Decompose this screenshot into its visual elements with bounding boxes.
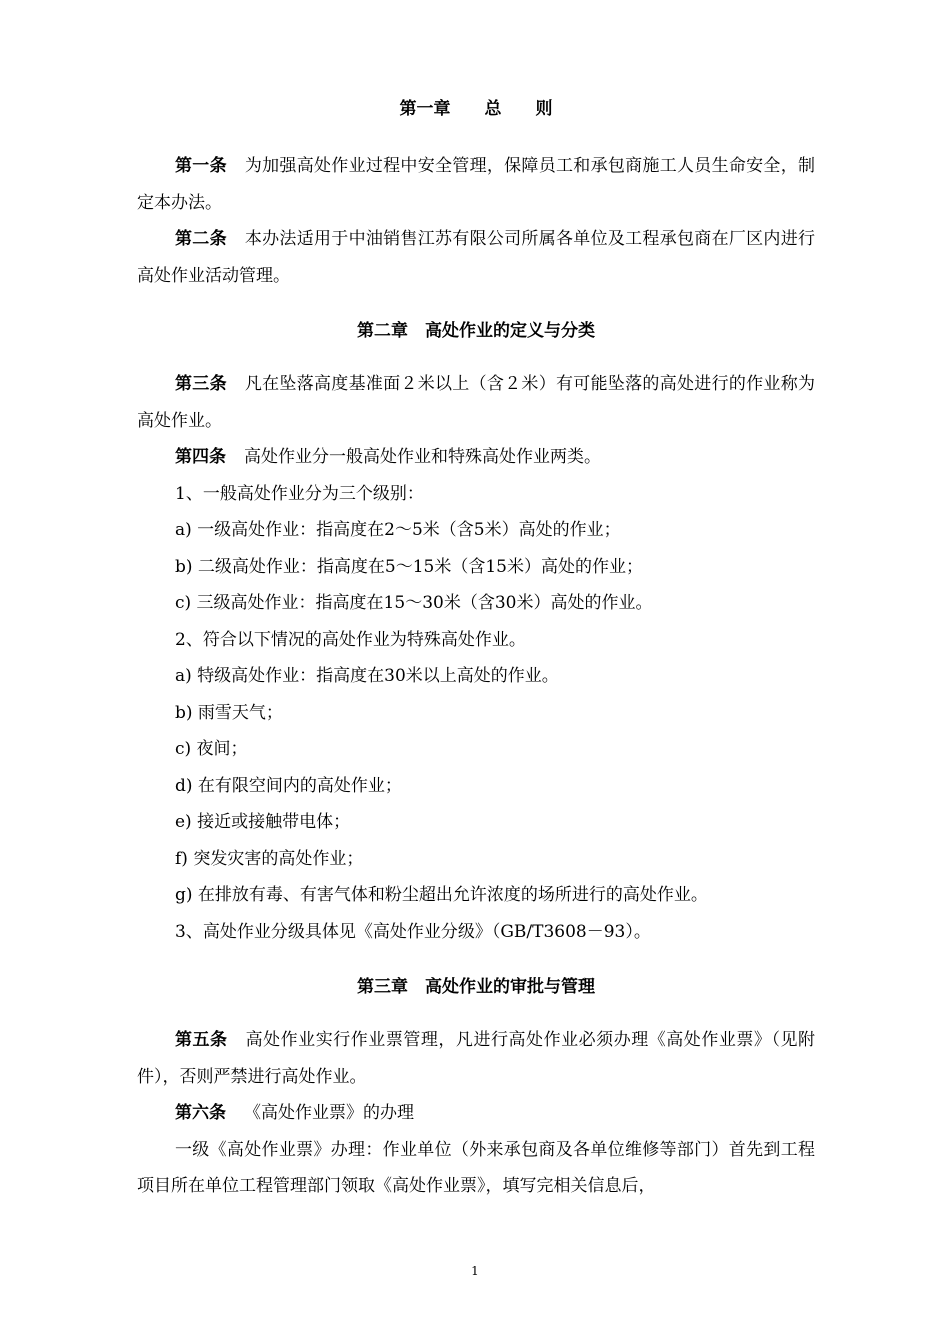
article-5-text: 高处作业实行作业票管理，凡进行高处作业必须办理《高处作业票》（见附件），否则严禁进行高处作业。 — [137, 1030, 816, 1087]
list-2-heading: 2、符合以下情况的高处作业为特殊高处作业。 — [175, 629, 526, 650]
list-item: d) 在有限空间内的高处作业； — [175, 775, 402, 796]
list-item: a) 特级高处作业：指高度在30米以上高处的作业。 — [175, 666, 559, 686]
article-6-text: 《高处作业票》的办理 — [244, 1103, 414, 1123]
article-4-label: 第四条 — [175, 447, 226, 467]
final-paragraph: 一级《高处作业票》办理：作业单位（外来承包商及各单位维修等部门）首先到工程项目所在单位工程管理部门领取《高处作业票》，填写完相关信息后， — [137, 1139, 815, 1196]
article-3 — [137, 366, 815, 439]
document-body — [137, 86, 815, 1205]
article-2-label: 第二条 — [175, 229, 227, 249]
page-number: 1 — [471, 1264, 479, 1278]
article-3-text: 凡在坠落高度基准面２米以上（含２米）有可能坠落的高处进行的作业称为高处作业。 — [137, 374, 816, 431]
list-item: b) 雨雪天气； — [175, 702, 283, 723]
article-4-text: 高处作业分一般高处作业和特殊高处作业两类。 — [244, 447, 601, 467]
list-item: e) 接近或接触带电体； — [175, 812, 351, 832]
list-item: g) 在排放有毒、有害气体和粉尘超出允许浓度的场所进行的高处作业。 — [175, 885, 708, 905]
list-item: b) 二级高处作业：指高度在5～15米（含15米）高处的作业； — [175, 556, 643, 577]
list-1-heading: 1、一般高处作业分为三个级别： — [175, 483, 424, 504]
article-3-label: 第三条 — [175, 374, 227, 394]
list-item: f) 突发灾害的高处作业； — [175, 848, 364, 869]
article-6 — [137, 1095, 815, 1132]
list-item: c) 三级高处作业：指高度在15～30米（含30米）高处的作业。 — [175, 593, 653, 613]
article-5-label: 第五条 — [175, 1030, 228, 1050]
article-2 — [137, 221, 815, 294]
list-item: c) 夜间； — [175, 739, 248, 759]
list-3-heading: 3、高处作业分级具体见《高处作业分级》（GB/T3608－93）。 — [175, 921, 651, 942]
chapter-3-title: 第三章 高处作业的审批与管理 — [357, 977, 595, 997]
chapter-2-title: 第二章 高处作业的定义与分类 — [357, 321, 595, 341]
article-1-label: 第一条 — [175, 156, 227, 176]
article-4 — [137, 439, 815, 476]
article-1-text: 为加强高处作业过程中安全管理，保障员工和承包商施工人员生命安全，制定本办法。 — [137, 156, 816, 213]
chapter-1-title: 第一章 总 则 — [399, 99, 553, 119]
list-item: a) 一级高处作业：指高度在2～5米（含5米）高处的作业； — [175, 520, 621, 540]
article-6-label: 第六条 — [175, 1103, 226, 1123]
article-2-text: 本办法适用于中油销售江苏有限公司所属各单位及工程承包商在厂区内进行高处作业活动管理。 — [137, 229, 816, 286]
article-5 — [137, 1022, 815, 1095]
article-1 — [137, 148, 815, 221]
